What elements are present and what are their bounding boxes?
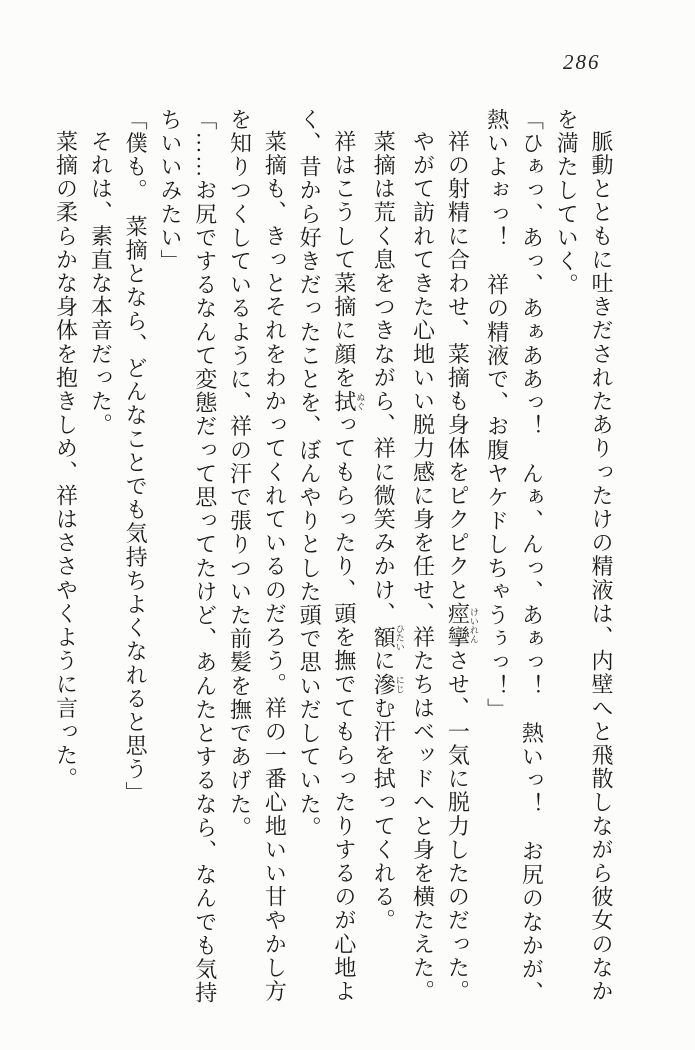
text-line: 菜摘は荒く息をつきながら、祥に微笑みかけ、額ひたいに滲にじむ汗を拭ってくれる。 bbox=[371, 130, 405, 933]
furigana-text: にじ bbox=[394, 672, 405, 697]
text-line: 「僕も。 菜摘となら、どんなことでも気持ちよくなれると思う」 bbox=[123, 108, 149, 805]
text-line: 菜摘の柔らかな身体を抱きしめ、祥はささやくように言った。 bbox=[53, 130, 79, 791]
text-line: を満たしていく。 bbox=[554, 108, 580, 297]
text-line: 「ひぁっ、あっ、あぁああっ！ んぁ、んっ、あぁっ！ 熱いっ！ お尻のなかが、 bbox=[519, 108, 545, 1005]
text-line: それは、素直な本音だった。 bbox=[88, 130, 114, 437]
furigana-text: ぬぐ bbox=[355, 389, 366, 414]
furigana-ruby: 額ひたい bbox=[371, 623, 405, 651]
furigana-text: ひたい bbox=[394, 623, 405, 651]
text-line: 「……お尻でするなんて変態だって思ってたけど、あんたとするなら、なんでも気持 bbox=[192, 108, 218, 1005]
page-number: 286 bbox=[563, 50, 601, 74]
furigana-ruby: 痙攣けいれん bbox=[445, 602, 479, 650]
furigana-ruby: 拭ぬぐ bbox=[331, 389, 366, 414]
text-line: を知りつくしているように、祥の汗で張りついた前髪を撫であげた。 bbox=[227, 108, 253, 840]
furigana-ruby: 滲にじ bbox=[371, 672, 405, 697]
text-line: く、昔から好きだったことを、ぼんやりとした頭で思いだしていた。 bbox=[297, 108, 323, 840]
text-line: 菜摘も、きっとそれをわかってくれているのだろう。祥の一番心地いい甘やかし方 bbox=[262, 130, 288, 1004]
text-line: 熱いよぉっ！ 祥の精液で、お腹ヤケドしちゃうぅっ！」 bbox=[484, 108, 510, 722]
text-block bbox=[53, 108, 618, 1014]
text-line: ちいいみたい」 bbox=[157, 108, 183, 274]
text-line: 祥の射精に合わせ、菜摘も身体をピクピクと痙攣けいれんさせ、一気に脱力したのだった。 bbox=[445, 130, 479, 1004]
furigana-text: けいれん bbox=[468, 602, 479, 650]
text-line: 脈動とともに吐きだされたありったけの精液は、内壁へと飛散しながら彼女のなか bbox=[589, 130, 614, 1004]
text-line: 祥はこうして菜摘に顔を拭ぬぐってもらったり、頭を撫でてもらったりするのが心地よ bbox=[331, 130, 366, 1004]
text-line: やがて訪れてきた心地いい脱力感に身を任せ、祥たちはベッドへと身を横たえた。 bbox=[410, 130, 436, 1004]
